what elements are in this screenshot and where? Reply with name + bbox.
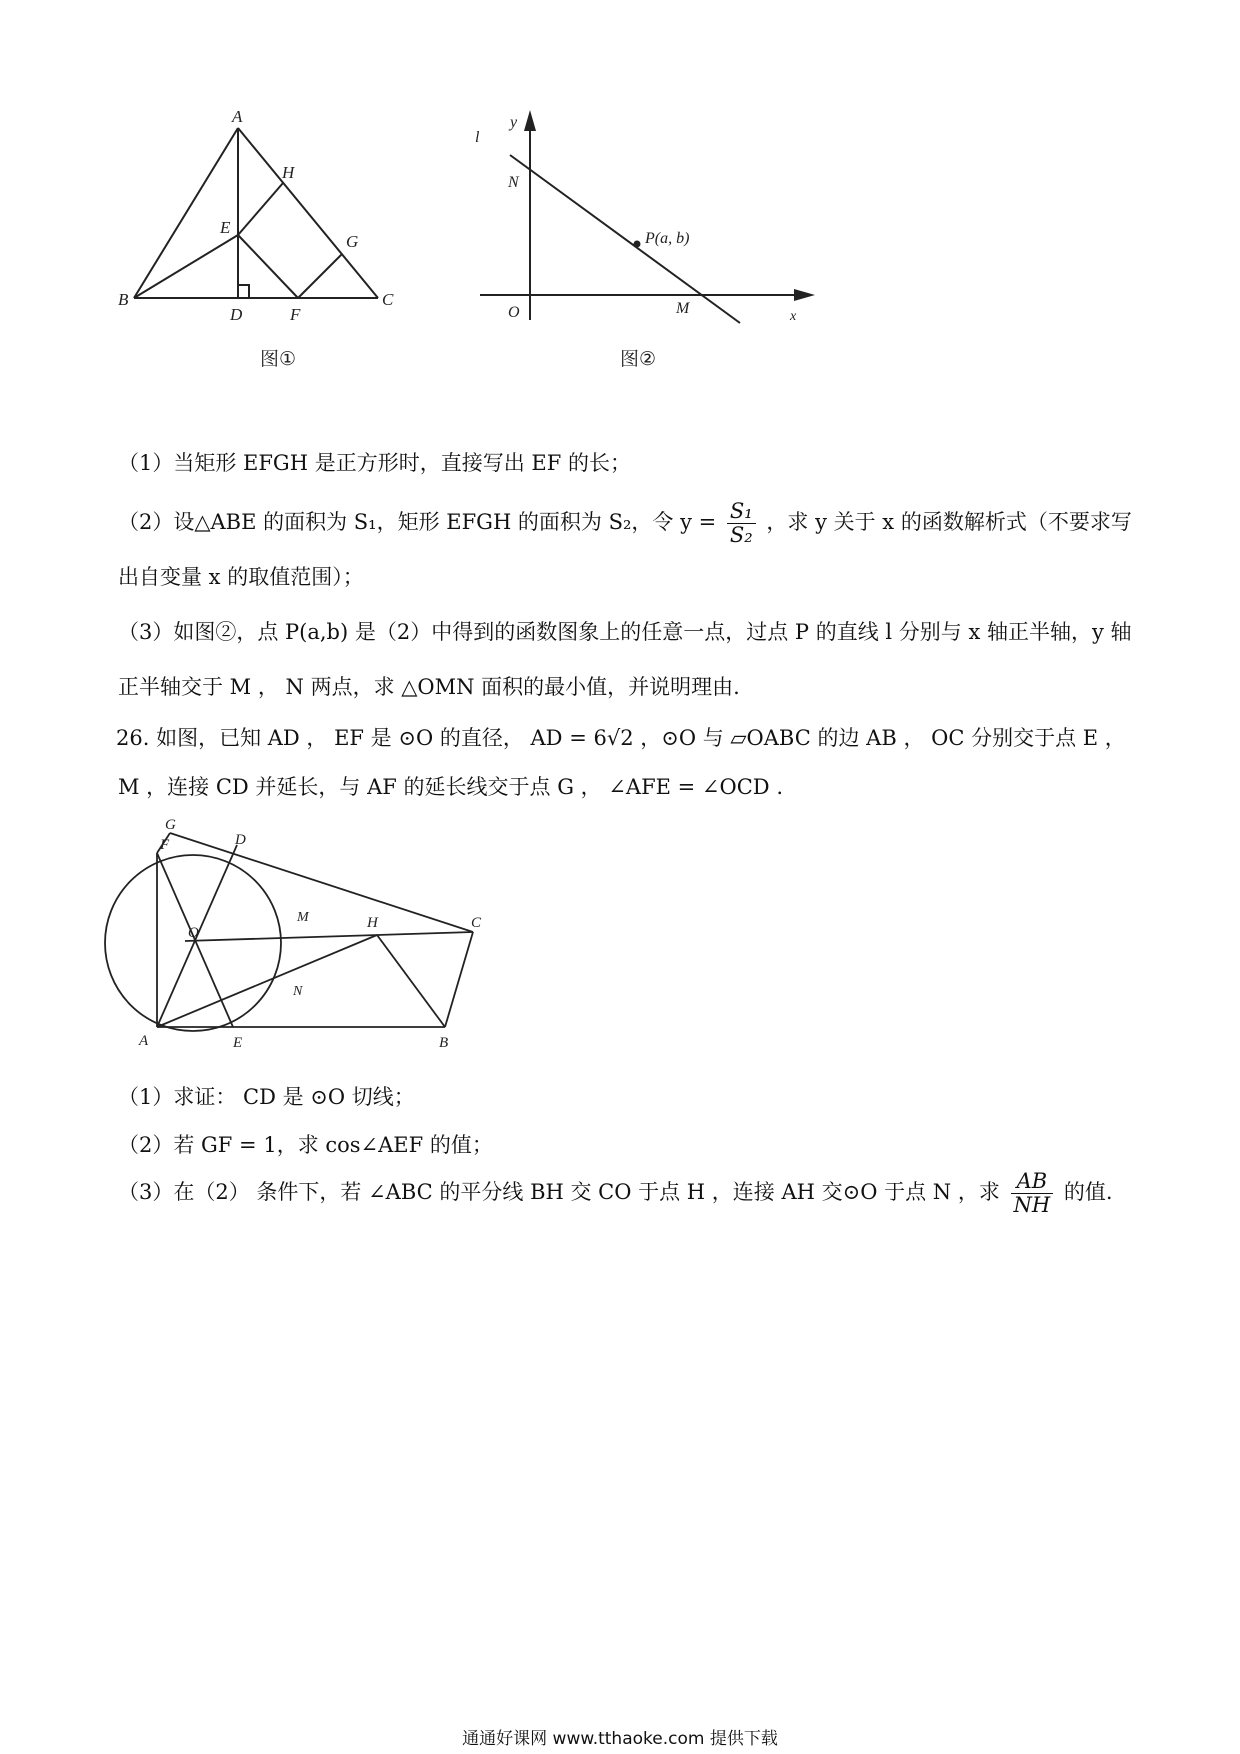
q26-part3-text-a: （3）在（2） 条件下，若 ∠ABC 的平分线 BH 交 CO 于点 H ，连接 AH 交⊙O 于点 N ，求 <box>118 1180 1000 1205</box>
figure-2-coordinate-plane <box>470 105 820 330</box>
q25-fraction <box>727 500 756 547</box>
q26-part3-text-b: 的值. <box>1063 1180 1113 1205</box>
q25-part3-line2: 正半轴交于 M ， N 两点，求 △OMN 面积的最小值，并说明理由. <box>118 675 740 699</box>
q25-part2-line1 <box>118 500 1132 547</box>
footer-source: 通通好课网 www.tthaoke.com 提供下载 <box>462 1729 778 1749</box>
q25-part1: （1）当矩形 EFGH 是正方形时，直接写出 EF 的长； <box>118 451 631 475</box>
q26-fraction-numerator: AB <box>1011 1170 1054 1194</box>
fig3-label-D: D <box>235 832 246 848</box>
figure-1-caption: 图① <box>260 348 297 370</box>
label-H: H <box>282 163 295 182</box>
label-x: x <box>790 309 797 324</box>
q26-fraction-denominator: NH <box>1013 1193 1051 1218</box>
fig3-label-O: O <box>188 925 199 941</box>
label-M: M <box>676 300 690 317</box>
figure-3-circle-parallelogram <box>105 815 495 1060</box>
q26-stem-line2: M ，连接 CD 并延长，与 AF 的延长线交于点 G ， ∠AFE = ∠OCD . <box>118 775 783 799</box>
fig3-label-B: B <box>439 1035 449 1051</box>
figure-1-triangle <box>118 107 450 324</box>
q25-fraction-denominator: S₂ <box>729 523 753 548</box>
label-y: y <box>510 114 518 131</box>
q26-part3 <box>118 1170 1113 1217</box>
q25-part2-line2: 出自变量 x 的取值范围）； <box>118 565 364 589</box>
label-B: B <box>118 290 129 309</box>
label-E: E <box>220 218 231 237</box>
label-D: D <box>230 305 243 324</box>
label-F: F <box>290 305 301 324</box>
q26-fraction <box>1011 1170 1054 1217</box>
fig3-label-A: A <box>139 1033 149 1049</box>
q25-fraction-numerator: S₁ <box>727 500 756 524</box>
q25-part3-line1: （3）如图②，点 P(a,b) 是（2）中得到的函数图象上的任意一点，过点 P 的直线 l 分别与 x 轴正半轴，y 轴 <box>118 620 1132 644</box>
q25-part2-text-b: ，求 y 关于 x 的函数解析式（不要求写 <box>766 510 1132 535</box>
fig3-label-N: N <box>293 984 303 999</box>
label-P: P(a, b) <box>645 230 690 247</box>
label-N: N <box>508 174 519 191</box>
label-C: C <box>382 290 394 309</box>
label-G: G <box>346 232 359 251</box>
q26-stem-line1: 26. 如图，已知 AD ， EF 是 ⊙O 的直径， AD = 6√2 ，⊙O 与 ▱OABC 的边 AB ， OC 分别交于点 E ， <box>116 726 1126 750</box>
label-l: l <box>475 129 480 146</box>
label-O: O <box>508 304 520 321</box>
fig3-label-F: F <box>160 837 170 853</box>
fig3-label-H: H <box>367 915 378 931</box>
q25-part2-text-a: （2）设△ABE 的面积为 S₁，矩形 EFGH 的面积为 S₂，令 y = <box>118 510 717 535</box>
q26-part2: （2）若 GF = 1，求 cos∠AEF 的值； <box>118 1133 493 1157</box>
fig3-label-G: G <box>165 817 176 833</box>
fig3-label-E: E <box>233 1035 243 1051</box>
q26-part1: （1）求证： CD 是 ⊙O 切线； <box>118 1085 415 1109</box>
fig3-label-C: C <box>471 915 482 931</box>
figure-2-caption: 图② <box>620 348 657 370</box>
fig3-label-M: M <box>297 910 309 925</box>
label-A: A <box>232 107 243 126</box>
